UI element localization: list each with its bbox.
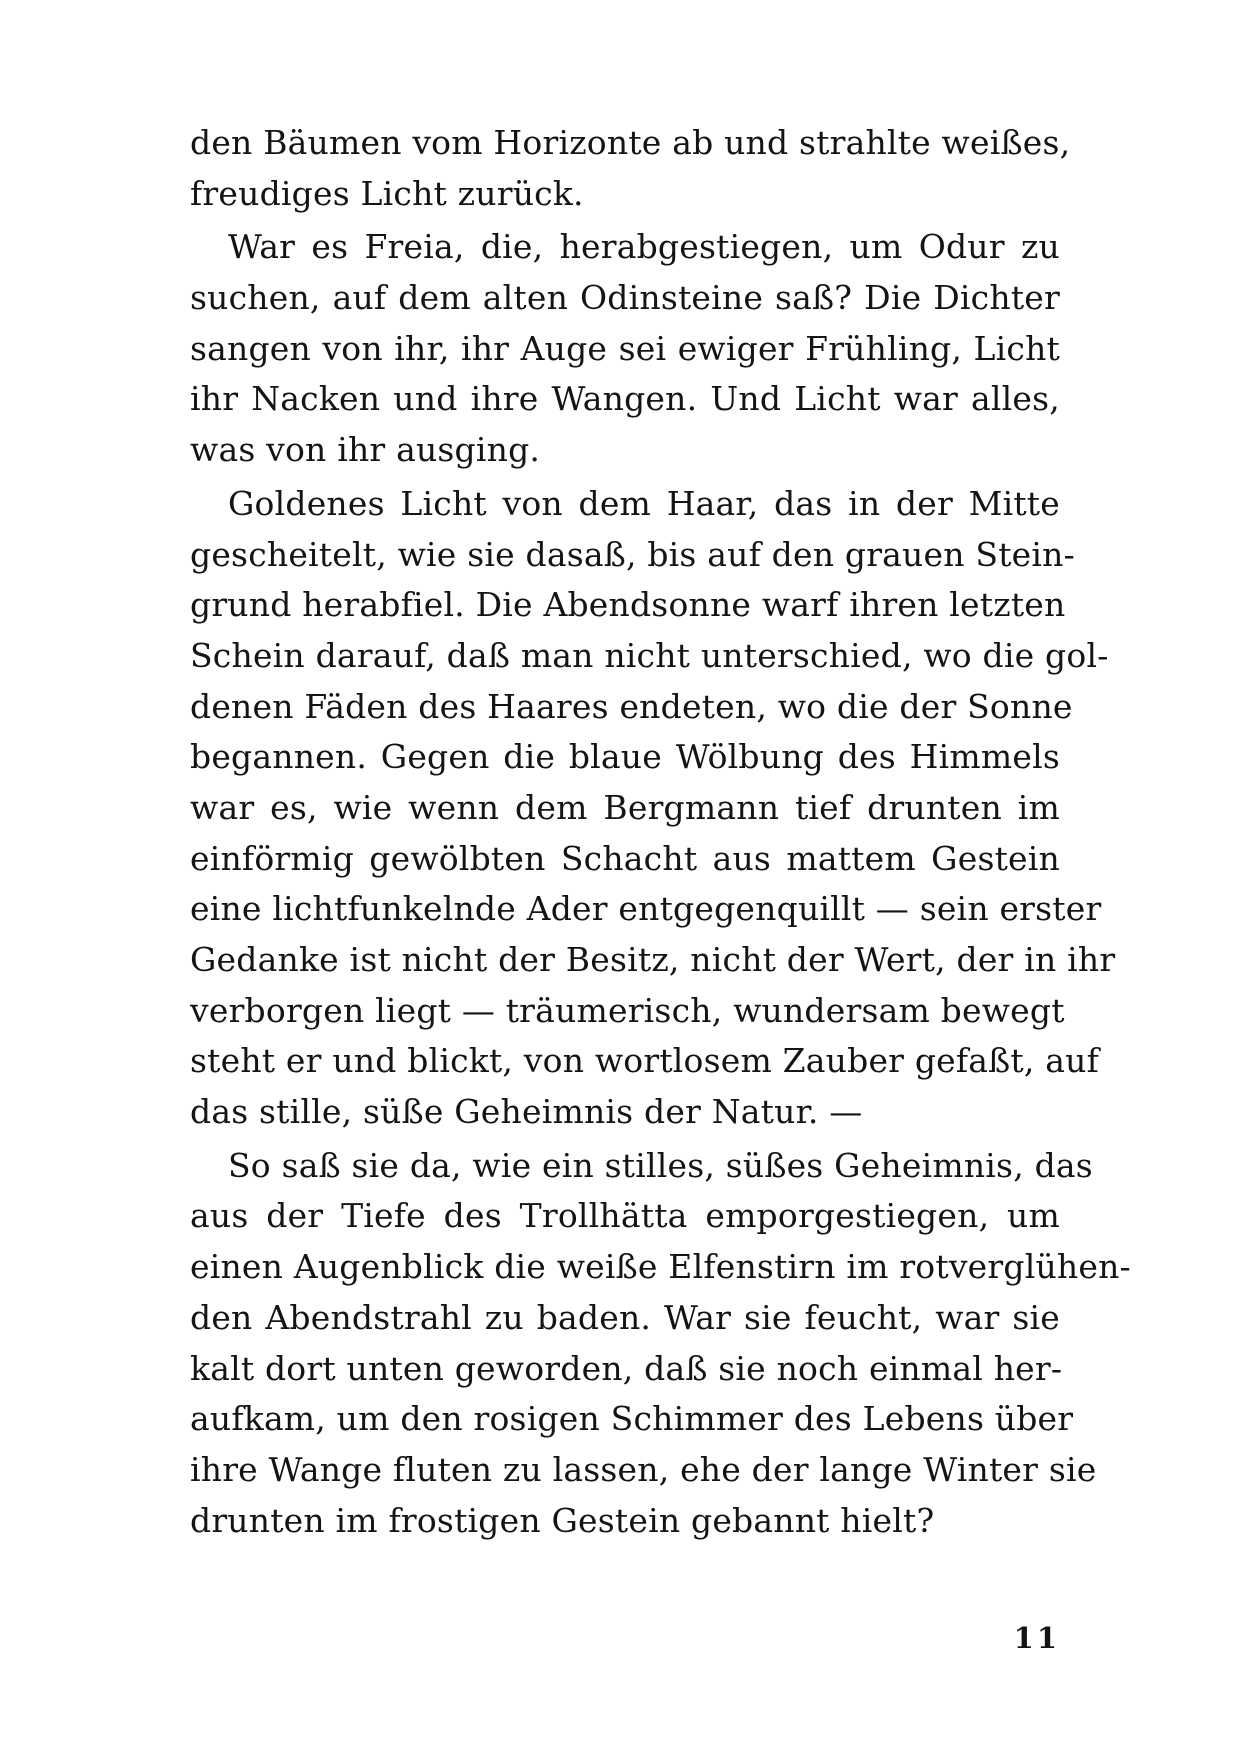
text-line: So saß sie da, wie ein stilles, süßes Geheimnis, das [228,1145,1093,1185]
text-line: sangen von ihr, ihr Auge sei ewiger Frühling, Licht [190,328,1060,368]
text-line: begannen. Gegen die blaue Wölbung des Himmels [190,737,1060,777]
page-number: 11 [1013,1621,1060,1655]
text-line: ihre Wange fluten zu lassen, ehe der lange Winter sie [190,1449,1097,1489]
text-line: Schein darauf, daß man nicht unterschied, wo die gol- [190,635,1109,675]
text-line: verborgen liegt — träumerisch, wundersam bewegt [190,990,1065,1030]
text-line: suchen, auf dem alten Odinsteine saß? Die Dichter [190,278,1060,318]
text-line: grund herabfiel. Die Abendsonne warf ihren letzten [190,585,1066,625]
text-line: einförmig gewölbten Schacht aus mattem Gestein [190,838,1060,878]
text-line: den Abendstrahl zu baden. War sie feucht, war sie [190,1297,1060,1337]
text-line: das stille, süße Geheimnis der Natur. — [190,1092,863,1132]
body-text [190,118,1131,1546]
text-line: Gedanke ist nicht der Besitz, nicht der Wert, der in ihr [190,940,1116,979]
text-line: drunten im frostigen Gestein gebannt hielt? [190,1500,935,1540]
text-line: gescheitelt, wie sie dasaß, bis auf den grauen Stein- [190,534,1075,574]
text-line: was von ihr ausging. [190,430,541,470]
text-line: freudiges Licht zurück. [190,173,584,213]
text-line: den Bäumen vom Horizonte ab und strahlte weißes, [190,123,1071,162]
text-line: eine lichtfunkelnde Ader entgegenquillt — sein erster [190,889,1102,929]
text-line: kalt dort unten geworden, daß sie noch einmal her- [190,1348,1063,1388]
text-line: Goldenes Licht von dem Haar, das in der Mitte [228,483,1060,523]
text-line: einen Augenblick die weiße Elfenstirn im rotverglühen- [190,1247,1131,1287]
text-line: steht er und blickt, von wortlosem Zauber gefaßt, auf [190,1041,1100,1081]
text-line: denen Fäden des Haares endeten, wo die der Sonne [190,686,1073,726]
text-line: aufkam, um den rosigen Schimmer des Lebens über [190,1399,1074,1439]
text-line: War es Freia, die, herabgestiegen, um Odur zu [228,227,1060,267]
text-line: war es, wie wenn dem Bergmann tief drunten im [190,787,1060,827]
text-line: ihr Nacken und ihre Wangen. Und Licht war alles, [190,379,1060,419]
text-line: aus der Tiefe des Trollhätta emporgestiegen, um [190,1196,1060,1236]
